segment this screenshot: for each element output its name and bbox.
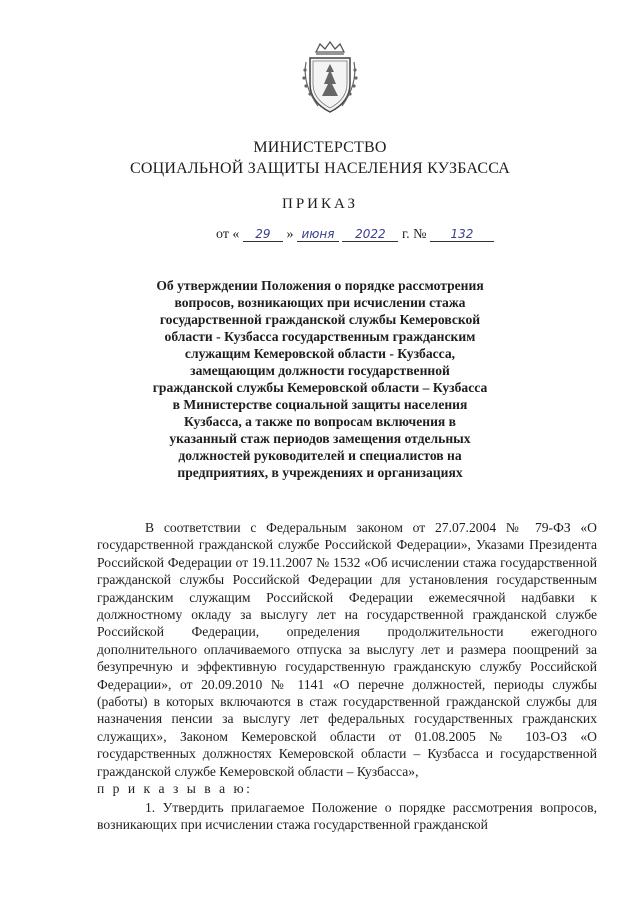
date-prefix: от « [216,227,240,242]
order-date-line [216,227,494,243]
order-item-1: 1. Утвердить прилагаемое Положение о порядке рассмотрения вопросов, возникающих при исчислении стажа государственной гражданской [97,799,597,832]
document-type: ПРИКАЗ [282,196,358,212]
order-subject: Об утверждении Положения о порядке рассмотрения вопросов, возникающих при исчислении стажа государственной гражданской службы Кемеровской области - Кузбасса государственным гражданским служащим Кемеровской области - Кузбасса, замещающим должности государственной гражданской службы Кемеровской области – Кузбасса в Министерстве социальной защиты населения Кузбасса, а также по вопросам включения в указанный стаж периодов замещения отдельных должностей руководителей и специалистов на предприятиях, в учреждениях и организациях [152,278,488,480]
coat-of-arms-icon [298,40,362,116]
year-suffix: г. № [401,227,427,242]
handwritten-month: июня [297,227,339,242]
handwritten-day: 29 [243,227,283,242]
order-word: п р и к а з ы в а ю: [97,781,253,797]
ministry-name-line2: СОЦИАЛЬНОЙ ЗАЩИТЫ НАСЕЛЕНИЯ КУЗБАССА [129,160,511,177]
ministry-name-line1: МИНИСТЕРСТВО [253,139,387,156]
order-body [97,519,597,833]
handwritten-order-number: 132 [430,227,494,242]
preamble-paragraph: В соответствии с Федеральным законом от 27.07.2004 № 79-ФЗ «О государственной гражданской службе Российской Федерации», Указами Президента Российской Федерации от 19.11.2007 № 1532 «Об исчислении стажа государственной гражданской службы Российской Федерации для установления государственным гражданским служащим Российской Федерации ежемесячной надбавки к должностному окладу за выслугу лет на государственной гражданской службе Российской Федерации, определения продолжительности ежегодного дополнительного оплачиваемого отпуска за выслугу лет и размера поощрений за безупречную и эффективную государственную гражданскую службу Российской Федерации», от 20.09.2010 № 1141 «О перечне должностей, периоды службы (работы) в которых включаются в стаж государственной гражданской службы для назначения пенсии за выслугу лет федеральных государственных гражданских служащих», Законом Кемеровской области от 01.08.2005 № 103-ОЗ «О государственных должностях Кемеровской области – Кузбасса и государственной гражданской службе Кемеровской области – Кузбасса», [97,520,597,779]
date-mid: » [286,227,294,242]
handwritten-year: 2022 [342,227,398,242]
